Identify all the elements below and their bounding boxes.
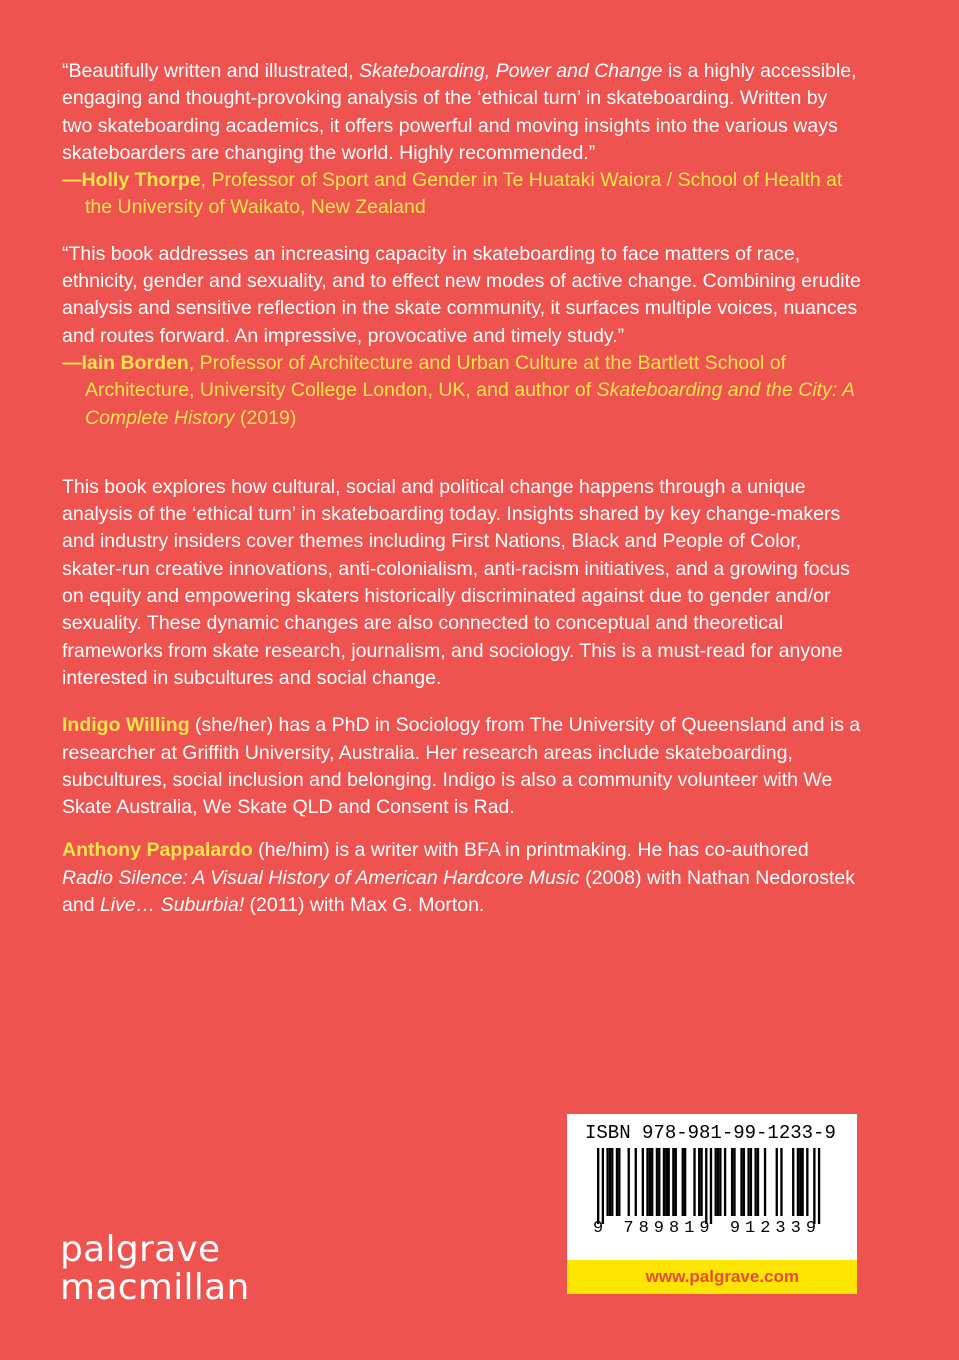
barcode-bar (618, 1148, 620, 1216)
barcode-bar (705, 1148, 707, 1224)
author-name: Indigo Willing (62, 714, 190, 737)
back-cover-text (62, 58, 862, 919)
barcode-bar (724, 1148, 726, 1216)
barcode-bar (682, 1148, 684, 1216)
endorsement-attribution-1: —Holly Thorpe, Professor of Sport and Gender in Te Huataki Waiora / School of Health at the University of Waikato, New Zealand (62, 169, 843, 219)
barcode-bar (731, 1148, 733, 1216)
barcode-bar (743, 1148, 745, 1216)
publisher-logo-line1: palgrave (60, 1229, 221, 1270)
endorsement-quote-1: “Beautifully written and illustrated, Skateboarding, Power and Change is a highly accessible, engaging and thought-provoking analysis of the ‘ethical turn’ in skateboarding. Written by two skateboarding academics, it offers powerful and moving insights into the various ways skateboarders are changing the world. Highly recommended.” (62, 60, 857, 164)
barcode-bar (684, 1148, 686, 1216)
barcode-bar (602, 1148, 604, 1224)
endorser-name: Iain Borden (81, 351, 189, 374)
barcode (579, 1148, 845, 1224)
barcode-bar (818, 1148, 820, 1224)
publisher-logo-line2: macmillan (60, 1267, 250, 1308)
barcode-bar (750, 1148, 752, 1216)
barcode-bar (757, 1148, 759, 1216)
barcode-bar (663, 1148, 665, 1216)
endorsement-quote-2: “This book addresses an increasing capacity in skateboarding to face matters of race, ethnicity, gender and sexuality, and to effect new modes of active change. Combining erudite analysis and sensitive reflection in the skate community, it surfaces multiple voices, nuances and routes forward. An impressive, provocative and timely study.” (62, 242, 861, 347)
barcode-bar (646, 1148, 648, 1216)
publisher-url[interactable]: www.palgrave.com (645, 1267, 799, 1286)
barcode-bar (656, 1148, 658, 1216)
barcode-bar (747, 1148, 749, 1216)
publisher-url-bar (567, 1260, 857, 1294)
barcode-bar (649, 1148, 651, 1216)
barcode-bar (665, 1148, 667, 1216)
barcode-bar (606, 1148, 608, 1216)
barcode-bar (806, 1148, 808, 1216)
barcode-bar (754, 1148, 756, 1216)
barcode-bar (611, 1148, 613, 1216)
barcode-bar (733, 1148, 735, 1216)
barcode-bar (635, 1148, 637, 1216)
barcode-bar (628, 1148, 630, 1216)
barcode-bar (813, 1148, 815, 1224)
barcode-panel (567, 1114, 857, 1294)
barcode-bar (658, 1148, 660, 1216)
endorsement-attribution-2: —Iain Borden, Professor of Architecture and Urban Culture at the Bartlett School of Architecture, University College London, UK, and author of Skateboarding and the City: A Complete History (2019) (62, 351, 855, 429)
isbn-label: ISBN 978-981-99-1233-9 (585, 1122, 836, 1144)
barcode-bar (715, 1148, 717, 1216)
barcode-bar (740, 1148, 742, 1216)
barcode-bar (675, 1148, 677, 1216)
barcode-bar (764, 1148, 766, 1216)
barcode-bar (668, 1148, 670, 1216)
endorser-name: Holly Thorpe (81, 169, 201, 192)
barcode-bar (698, 1148, 700, 1216)
barcode-bar (672, 1148, 674, 1216)
barcode-digits: 9 789819 912339 (593, 1219, 822, 1238)
publisher-logo (60, 1229, 250, 1308)
barcode-bar (597, 1148, 599, 1224)
barcode-bar (642, 1148, 644, 1216)
author-name: Anthony Pappalardo (62, 839, 253, 862)
barcode-bar (801, 1148, 803, 1216)
barcode-bar (700, 1148, 702, 1216)
barcode-bar (797, 1148, 799, 1216)
barcode-bar (609, 1148, 611, 1216)
barcode-bar (776, 1148, 778, 1216)
barcode-bar (799, 1148, 801, 1216)
barcode-bar (780, 1148, 782, 1216)
barcode-bar (710, 1148, 712, 1224)
barcode-bar (717, 1148, 719, 1216)
barcode-bar (719, 1148, 721, 1216)
barcode-bar (651, 1148, 653, 1216)
author-bio-2: Anthony Pappalardo (he/him) is a writer with BFA in printmaking. He has co-authored Radio Silence: A Visual History of American Hardcore Music (2008) with Nathan Nedorostek and Live… Suburbia! (2011) with Max G. Morton. (62, 839, 856, 917)
author-bio-1: Indigo Willing (she/her) has a PhD in Sociology from The University of Queensland and is a researcher at Griffith University, Australia. Her research areas include skateboarding, subcultures, social inclusion and belonging. Indigo is also a community volunteer with We Skate Australia, We Skate QLD and Consent is Rad. (62, 714, 861, 819)
barcode-bar (792, 1148, 794, 1216)
barcode-bar (616, 1148, 618, 1216)
book-description: This book explores how cultural, social and political change happens through a unique analysis of the ‘ethical turn’ in skateboarding today. Insights shared by key change-makers and industry insiders cover themes including First Nations, Black and People of Color, skater-run creative innovations, anti-colonialism, anti-racism initiatives, and a growing focus on equity and empowering skaters historically discriminated against due to gender and/or sexuality. These dynamic changes are also connected to conceptual and theoretical frameworks from skate research, journalism, and sociology. This is a must-read for anyone interested in subcultures and social change. (62, 475, 850, 689)
barcode-bar (693, 1148, 695, 1216)
